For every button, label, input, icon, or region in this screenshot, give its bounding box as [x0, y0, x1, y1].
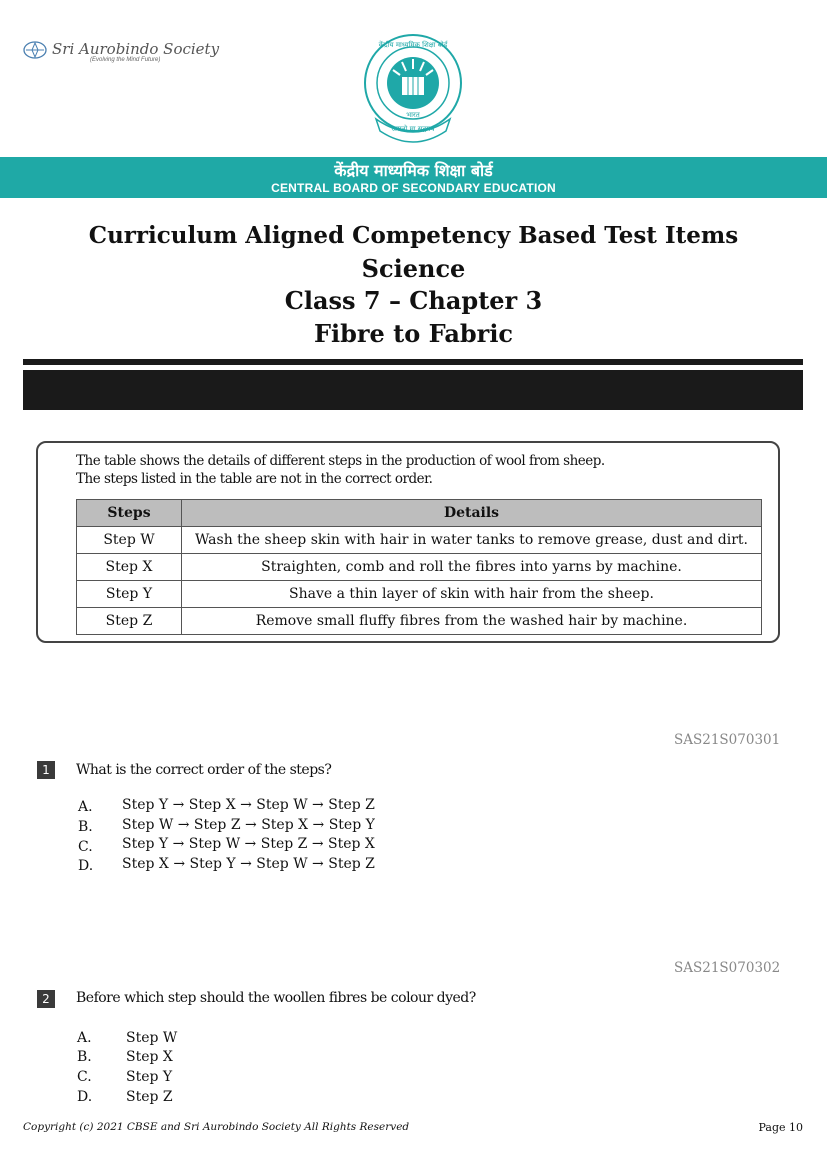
option-letter: A.	[77, 1030, 92, 1046]
option-text[interactable]: Step W	[126, 1030, 178, 1046]
question-text: Before which step should the woollen fibres be colour dyed?	[76, 990, 476, 1006]
seal-top-text: केंद्रीय माध्यमिक शिक्षा बोर्ड	[378, 41, 448, 49]
table-row	[77, 554, 762, 581]
option-text[interactable]: Step Y	[126, 1069, 173, 1085]
stimulus-intro-1: The table shows the details of different steps in the production of wool from sheep.	[76, 453, 605, 469]
board-name-hindi: केंद्रीय माध्यमिक शिक्षा बोर्ड	[334, 161, 493, 180]
details-cell: Straighten, comb and roll the fibres into yarns by machine.	[182, 554, 762, 581]
sas-logo-tagline: (Evolving the Mind Future)	[90, 57, 161, 63]
question-text: What is the correct order of the steps?	[76, 762, 332, 778]
details-cell: Remove small fluffy fibres from the washed hair by machine.	[182, 608, 762, 635]
title-line-1: Curriculum Aligned Competency Based Test Items	[88, 222, 739, 249]
option-text[interactable]: Step Y → Step X → Step W → Step Z	[122, 797, 375, 813]
question-number-badge: 2	[37, 990, 55, 1008]
details-cell: Wash the sheep skin with hair in water tanks to remove grease, dust and dirt.	[182, 527, 762, 554]
option-letter: A.	[78, 799, 93, 815]
option-letter: D.	[78, 858, 94, 874]
document-title	[0, 220, 827, 350]
seal-motto: असतो मा सद्गमय	[391, 125, 435, 133]
table-row	[77, 527, 762, 554]
option-letter: B.	[78, 819, 93, 835]
option-text[interactable]: Step Z	[126, 1089, 173, 1105]
divider-bar	[23, 370, 803, 410]
column-header-steps: Steps	[77, 500, 182, 527]
title-subject: Science	[361, 253, 466, 283]
steps-table	[76, 499, 762, 635]
question-code: SAS21S070301	[674, 732, 781, 748]
option-text[interactable]: Step W → Step Z → Step X → Step Y	[122, 817, 375, 833]
seal-country: भारत	[406, 111, 420, 119]
option-text[interactable]: Step Y → Step W → Step Z → Step X	[122, 836, 375, 852]
table-row	[77, 608, 762, 635]
option-letter: C.	[77, 1069, 92, 1085]
option-text[interactable]: Step X → Step Y → Step W → Step Z	[122, 856, 375, 872]
question-number-badge: 1	[37, 761, 55, 779]
board-banner	[0, 157, 827, 198]
divider-thin	[23, 359, 803, 365]
question-code: SAS21S070302	[674, 960, 781, 976]
stimulus-box	[36, 441, 780, 643]
step-cell: Step X	[77, 554, 182, 581]
column-header-details: Details	[182, 500, 762, 527]
option-text[interactable]: Step X	[126, 1049, 173, 1065]
table-header-row	[77, 500, 762, 527]
step-cell: Step W	[77, 527, 182, 554]
option-letter: C.	[78, 839, 93, 855]
step-cell: Step Y	[77, 581, 182, 608]
board-name-english: CENTRAL BOARD OF SECONDARY EDUCATION	[271, 181, 556, 195]
step-cell: Step Z	[77, 608, 182, 635]
sas-logo-name: Sri Aurobindo Society	[52, 40, 220, 58]
copyright-notice: Copyright (c) 2021 CBSE and Sri Aurobindo Society All Rights Reserved	[23, 1121, 410, 1133]
option-letter: B.	[77, 1049, 92, 1065]
option-letter: D.	[77, 1089, 93, 1105]
details-cell: Shave a thin layer of skin with hair from the sheep.	[182, 581, 762, 608]
cbse-seal	[362, 33, 464, 143]
title-chapter-name: Fibre to Fabric	[313, 318, 514, 348]
table-row	[77, 581, 762, 608]
sri-aurobindo-society-logo	[22, 38, 220, 68]
page-number: Page 10	[758, 1121, 803, 1134]
lotus-icon	[22, 40, 48, 60]
stimulus-intro-2: The steps listed in the table are not in the correct order.	[76, 471, 433, 487]
title-class-chapter: Class 7 – Chapter 3	[284, 286, 543, 315]
